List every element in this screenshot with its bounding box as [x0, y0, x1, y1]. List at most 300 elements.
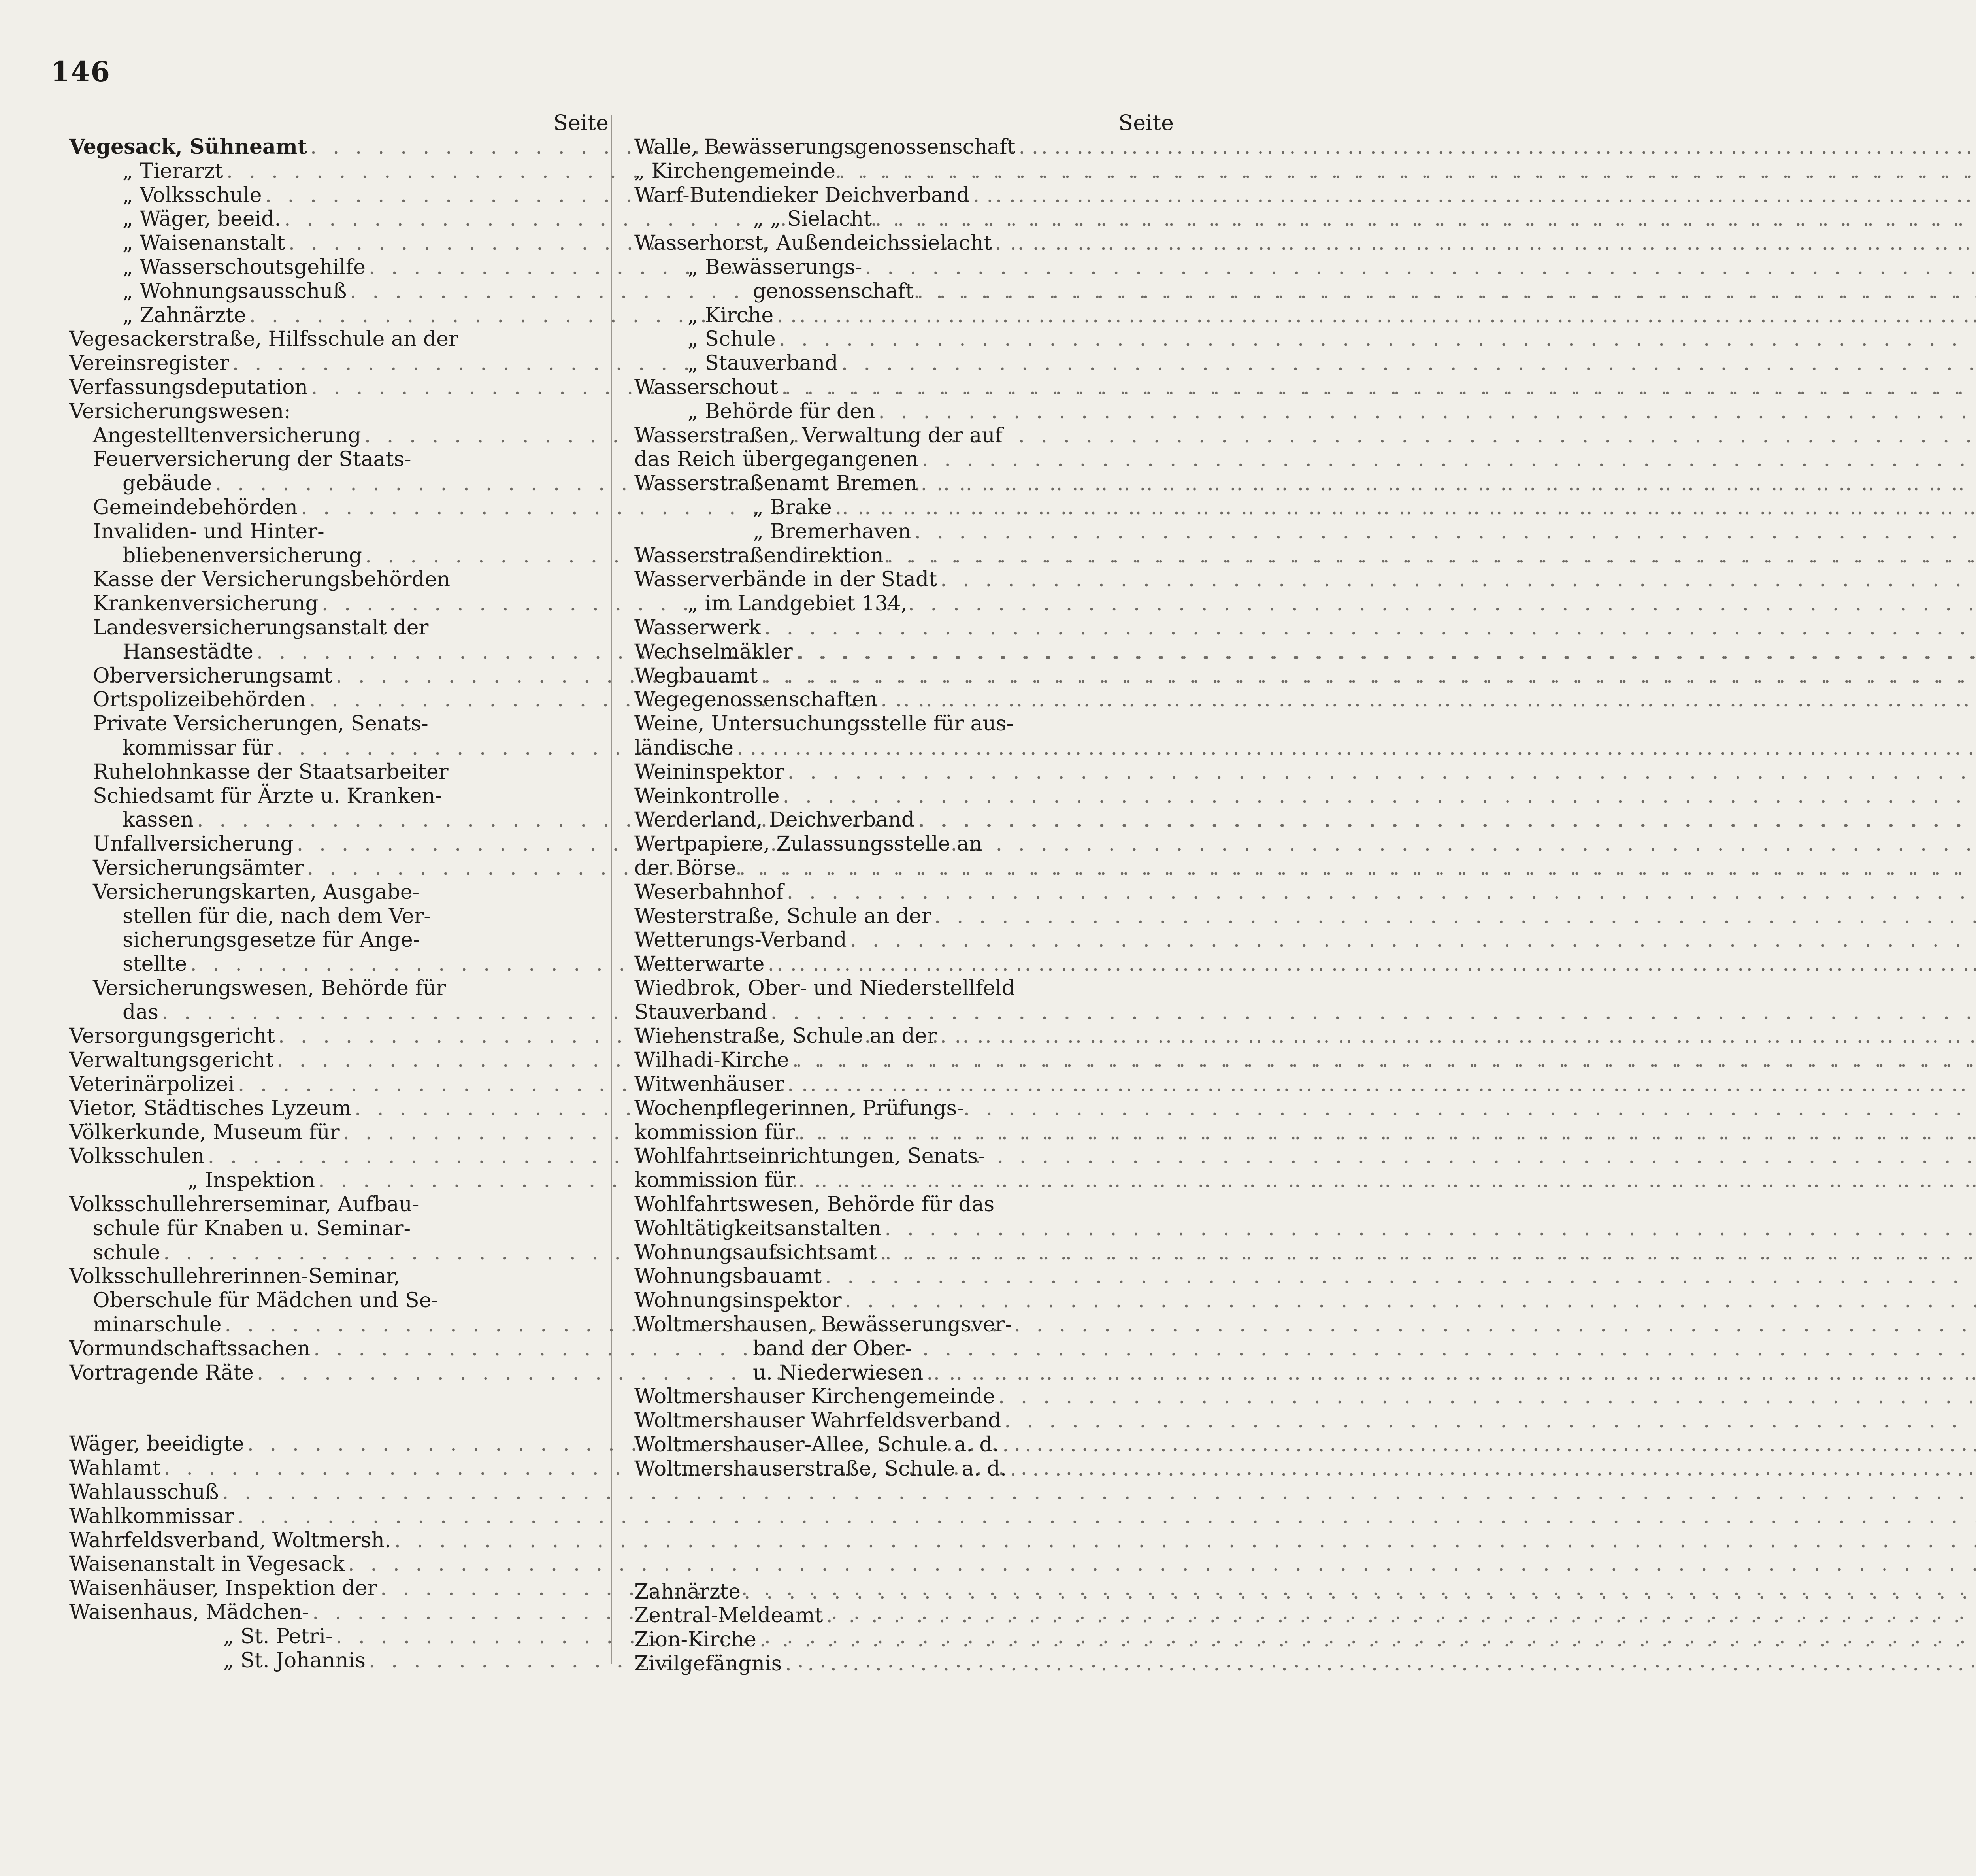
entry-term: „ Behörde für den [688, 399, 875, 423]
entry-term: gebäude [123, 472, 212, 496]
dot-leader [877, 1241, 1976, 1265]
index-entry [69, 1504, 609, 1529]
entry-term: Wasserverbände in der Stadt [634, 568, 937, 592]
dot-leader [937, 1024, 1976, 1048]
index-entry [69, 952, 609, 976]
entry-term: Warf-Butendieker Deichverband [634, 183, 970, 207]
index-entry [69, 520, 609, 544]
entry-term: Hansestädte [123, 640, 253, 664]
index-entry [634, 304, 1174, 328]
entry-term: „ St. Johannis [223, 1648, 366, 1672]
entry-term: Private Versicherungen, Senats- [93, 712, 428, 736]
index-entry [634, 616, 1174, 640]
entry-term: „ Bewässerungs- [688, 255, 862, 279]
index-entry [69, 1265, 609, 1289]
index-entry [634, 135, 1174, 159]
entry-term: Weserbahnhof [634, 880, 784, 904]
entry-term: Waisenhäuser, Inspektion der [69, 1576, 377, 1600]
dot-leader [795, 1121, 1976, 1145]
dot-leader [911, 520, 1976, 544]
entry-term: Wahlausschuß [69, 1480, 219, 1504]
index-entry [69, 1289, 609, 1313]
entry-term: Versicherungskarten, Ausgabe- [93, 880, 420, 904]
entry-term: Krankenversicherung [93, 592, 319, 616]
index-entry [69, 904, 609, 929]
index-entry [634, 1024, 1174, 1048]
entry-term: Witwenhäuser [634, 1072, 784, 1097]
index-entry [69, 664, 609, 688]
index-entry [69, 568, 609, 592]
dot-leader [789, 1048, 1976, 1072]
entry-term: Kasse der Versicherungsbehörden [93, 568, 451, 592]
entry-term: „ Tierarzt [123, 159, 223, 183]
index-entry [634, 952, 1174, 976]
index-entry [634, 904, 1174, 929]
index-entry [69, 1337, 609, 1361]
dot-leader [784, 760, 1976, 784]
index-entry [69, 544, 609, 568]
entry-term: stellte [123, 952, 187, 976]
dot-leader [764, 952, 1976, 976]
entry-term: Werderland, Deichverband [634, 808, 915, 832]
index-entry [69, 640, 609, 664]
index-entry [634, 544, 1174, 568]
index-entry [634, 1604, 1174, 1628]
entry-term: Volksschulen [69, 1144, 205, 1168]
dot-leader [823, 1604, 1976, 1628]
index-entry [634, 1580, 1174, 1604]
index-entry [634, 1409, 1174, 1433]
entry-term: Wohlfahrtseinrichtungen, Senats- [634, 1144, 985, 1168]
entry-term: „ Schule [688, 327, 776, 351]
index-entry [634, 1289, 1174, 1313]
entry-term: Wahrfeldsverband, Woltmersh. [69, 1528, 391, 1552]
entry-term: Woltmershauser Wahrfeldsverband [634, 1409, 1001, 1433]
index-entry [69, 1552, 609, 1576]
section-gap [634, 1481, 1174, 1580]
entry-term: ländische [634, 736, 734, 760]
entry-term: Wohnungsinspektor [634, 1289, 842, 1313]
entry-term: „ Stauverband [688, 351, 838, 376]
index-entry [69, 1576, 609, 1600]
dot-leader [923, 1361, 1976, 1385]
dot-leader [931, 904, 1976, 929]
index-entry [69, 880, 609, 904]
entry-term: Gemeindebehörden [93, 495, 298, 519]
entry-term: Stauverband [634, 1000, 768, 1024]
index-entry [69, 1529, 609, 1553]
page-number: 146 [51, 55, 111, 88]
entry-term: der Börse [634, 856, 736, 880]
entry-term: Vegesackerstraße, Hilfsschule an der [69, 327, 458, 351]
index-entry [634, 400, 1174, 424]
index-entry [634, 1313, 1174, 1337]
index-entry [634, 327, 1174, 351]
index-entry [69, 616, 609, 640]
dot-leader [875, 400, 1976, 424]
entry-term: sicherungsgesetze für Ange- [123, 928, 420, 952]
index-column-left [69, 111, 609, 1672]
entry-term: kommission für [634, 1168, 795, 1193]
dot-leader [835, 159, 1976, 183]
index-entry [634, 1121, 1174, 1145]
index-entry [69, 255, 609, 279]
entry-term: bliebenenversicherung [123, 544, 362, 568]
entry-term: „ Kirche [688, 303, 774, 327]
dot-leader [822, 1265, 1976, 1289]
entry-term: Volksschullehrerseminar, Aufbau- [69, 1193, 419, 1217]
index-entry [634, 1168, 1174, 1193]
entry-term: Woltmershauser Kirchengemeinde [634, 1385, 995, 1409]
entry-term: Wiedbrok, Ober- und Niederstellfeld [634, 976, 1015, 1000]
dot-leader [773, 304, 1976, 328]
index-entry [69, 1241, 609, 1265]
index-entry [634, 712, 1174, 736]
entry-term: Wetterwarte [634, 952, 765, 976]
index-entry [634, 976, 1174, 1000]
entry-term: Wohltätigkeitsanstalten [634, 1216, 882, 1240]
index-entry [634, 784, 1174, 808]
index-entry [69, 159, 609, 183]
index-entry [634, 880, 1174, 904]
dot-leader [795, 1168, 1976, 1193]
index-entry [634, 1072, 1174, 1097]
index-entry [69, 207, 609, 231]
index-entry [634, 688, 1174, 712]
index-entry [634, 1217, 1174, 1241]
entry-term: Vegesack, Sühneamt [69, 135, 307, 159]
entry-term: Wahlkommissar [69, 1504, 234, 1528]
entry-term: Versicherungswesen, Behörde für [93, 976, 446, 1000]
entry-term: Versicherungsämter [93, 856, 304, 880]
entry-term: „ St. Petri- [223, 1624, 333, 1648]
index-entry [634, 736, 1174, 760]
index-entry [69, 688, 609, 712]
entry-term: stellen für die, nach dem Ver- [123, 904, 431, 928]
dot-leader [914, 808, 1976, 832]
index-entry [634, 496, 1174, 520]
dot-leader [782, 1652, 1976, 1676]
entry-term: Woltmershauser-Allee, Schule a. d. [634, 1433, 999, 1457]
index-entry [634, 592, 1174, 616]
index-entry [69, 1048, 609, 1072]
entry-term: Landesversicherungsanstalt der [93, 615, 429, 640]
entry-term: „ Wäger, beeid. [123, 207, 281, 231]
entry-term: „ Wohnungsausschuß [123, 279, 347, 303]
dot-leader [842, 1289, 1976, 1313]
index-entry [634, 1457, 1174, 1481]
dot-leader [872, 207, 1976, 231]
index-entry [634, 1433, 1174, 1457]
index-entry [634, 255, 1174, 279]
entry-term: Wegbauamt [634, 664, 758, 688]
entry-term: Ruhelohnkasse der Staatsarbeiter [93, 760, 449, 784]
index-entry [69, 327, 609, 351]
dot-leader [918, 447, 1976, 472]
index-entry [69, 1168, 609, 1193]
index-entry [634, 424, 1174, 448]
index-entry [69, 424, 609, 448]
index-entry [69, 447, 609, 472]
index-entry [69, 1000, 609, 1025]
dot-leader [758, 664, 1976, 688]
entry-term: Wochenpflegerinnen, Prüfungs- [634, 1096, 964, 1120]
dot-leader [1001, 1409, 1976, 1433]
entry-term: minarschule [93, 1313, 222, 1337]
index-entry [69, 1361, 609, 1385]
index-entry [69, 1217, 609, 1241]
index-entry [69, 856, 609, 880]
entry-term: Woltmershauserstraße, Schule a. d. [634, 1457, 1007, 1481]
index-entry [634, 1241, 1174, 1265]
dot-leader [914, 279, 1976, 304]
index-entry [634, 760, 1174, 784]
index-entry [634, 159, 1174, 183]
dot-leader [838, 351, 1976, 376]
entry-term: Volksschullehrerinnen-Seminar, [69, 1265, 400, 1289]
index-entry [634, 231, 1174, 255]
entry-term: Invaliden- und Hinter- [93, 519, 324, 544]
entry-term: Zion-Kirche [634, 1628, 756, 1652]
index-entries-left [69, 135, 609, 1672]
index-entry [634, 808, 1174, 832]
entry-term: Zentral-Meldeamt [634, 1604, 823, 1628]
column-header-left: Seite [553, 110, 609, 135]
entry-term: Vormundschaftssachen [69, 1336, 311, 1361]
index-entry [69, 1144, 609, 1168]
entry-term: Verwaltungsgericht [69, 1048, 274, 1072]
entry-term: Wasserstraßendirektion [634, 544, 884, 568]
entry-term: Wasserschout [634, 375, 778, 399]
entry-term: „ im Landgebiet 134, [688, 592, 908, 616]
index-entry [69, 135, 609, 159]
index-entry [69, 784, 609, 808]
index-entries-right [634, 135, 1174, 1676]
index-entry [69, 1600, 609, 1625]
entry-term: Wohnungsaufsichtsamt [634, 1240, 877, 1265]
index-entry [69, 183, 609, 208]
entry-term: Versorgungsgericht [69, 1024, 275, 1048]
entry-term: „ Zahnärzte [123, 303, 246, 327]
entry-term: Versicherungswesen: [69, 399, 291, 423]
entry-term: Weine, Untersuchungsstelle für aus- [634, 712, 1014, 736]
index-entry [69, 1313, 609, 1337]
entry-term: Wechselmäkler [634, 640, 793, 664]
section-gap [69, 1385, 609, 1432]
index-entry [634, 1628, 1174, 1652]
entry-term: „ „ Sielacht [753, 207, 872, 231]
entry-term: Ortspolizeibehörden [93, 688, 306, 712]
index-entry [634, 447, 1174, 472]
entry-term: kassen [123, 808, 194, 832]
entry-term: Schiedsamt für Ärzte u. Kranken- [93, 784, 442, 808]
index-entry [69, 231, 609, 255]
entry-term: Waisenanstalt in Vegesack [69, 1552, 345, 1576]
entry-term: kommission für [634, 1120, 795, 1144]
entry-term: Wilhadi-Kirche [634, 1048, 789, 1072]
index-entry [634, 183, 1174, 208]
entry-term: Zahnärzte [634, 1580, 741, 1604]
dot-leader [992, 231, 1976, 255]
index-entry [634, 376, 1174, 400]
entry-term: Unfallversicherung [93, 832, 294, 856]
entry-term: Völkerkunde, Museum für [69, 1120, 340, 1144]
entry-term: „ Wasserschoutsgehilfe [123, 255, 366, 279]
entry-term: „ Volksschule [123, 183, 262, 207]
entry-term: Wiehenstraße, Schule an der [634, 1024, 937, 1048]
index-entry [634, 640, 1174, 664]
entry-term: Woltmershausen, Bewässerungsver- [634, 1313, 1012, 1337]
index-entry [69, 376, 609, 400]
entry-term: Verfassungsdeputation [69, 375, 308, 399]
index-entry [69, 1193, 609, 1217]
entry-term: Wertpapiere, Zulassungsstelle an [634, 832, 982, 856]
index-entry [634, 472, 1174, 496]
entry-term: „ Kirchengemeinde [634, 159, 836, 183]
entry-term: Angestelltenversicherung [93, 423, 361, 447]
entry-term: Weinkontrolle [634, 784, 780, 808]
index-entry [69, 760, 609, 784]
index-entry [634, 1048, 1174, 1072]
dot-leader [767, 1000, 1976, 1025]
index-entry [69, 1480, 609, 1504]
entry-term: Wasserstraßen, Verwaltung der auf [634, 423, 1003, 447]
dot-leader [1007, 1457, 1976, 1481]
index-entry [634, 1193, 1174, 1217]
index-entry [69, 808, 609, 832]
entry-term: Feuerversicherung der Staats- [93, 447, 411, 472]
dot-leader [784, 1072, 1976, 1097]
entry-term: Vietor, Städtisches Lyzeum [69, 1096, 352, 1120]
dot-leader [778, 376, 1976, 400]
entry-term: Wäger, beeidigte [69, 1432, 244, 1456]
index-entry [69, 279, 609, 304]
dot-leader [1015, 135, 1976, 159]
entry-term: das [123, 1000, 158, 1024]
entry-term: band der Ober- [753, 1336, 912, 1361]
dot-leader [877, 688, 1976, 712]
index-entry [634, 520, 1174, 544]
index-entry [634, 928, 1174, 952]
index-entry [634, 1144, 1174, 1168]
dot-leader [756, 1628, 1976, 1652]
index-entry [69, 1649, 609, 1673]
dot-leader [780, 784, 1976, 808]
index-entry [69, 1072, 609, 1097]
dot-leader [736, 856, 1976, 880]
index-entry [634, 856, 1174, 880]
entry-term: kommissar für [123, 736, 273, 760]
entry-term: Wahlamt [69, 1456, 161, 1480]
index-entry [69, 976, 609, 1000]
entry-term: Wohlfahrtswesen, Behörde für das [634, 1193, 995, 1217]
dot-leader [793, 640, 1976, 664]
index-entry [69, 712, 609, 736]
entry-term: das Reich übergegangenen [634, 447, 919, 472]
dot-leader [832, 496, 1976, 520]
index-entry [634, 1265, 1174, 1289]
index-entry [69, 1432, 609, 1456]
dot-leader [741, 1580, 1976, 1604]
index-entry [634, 832, 1174, 856]
entry-term: Wegegenossenschaften [634, 688, 878, 712]
index-entry [69, 400, 609, 424]
index-entry [69, 1625, 609, 1649]
index-entry [634, 207, 1174, 231]
entry-term: u. Niederwiesen [753, 1361, 924, 1385]
index-entry [634, 351, 1174, 376]
index-entry [634, 568, 1174, 592]
entry-term: „ Waisenanstalt [123, 231, 285, 255]
entry-term: Wasserhorst, Außendeichssielacht [634, 231, 992, 255]
index-entry [69, 928, 609, 952]
dot-leader [761, 616, 1976, 640]
entry-term: Wohnungsbauamt [634, 1265, 822, 1289]
entry-term: Veterinärpolizei [69, 1072, 235, 1097]
column-divider [611, 115, 612, 1664]
dot-leader [881, 1217, 1976, 1241]
index-entry [69, 1097, 609, 1121]
entry-term: „ Brake [753, 495, 832, 519]
index-entry [634, 1652, 1174, 1676]
entry-term: Walle, Bewässerungsgenossenschaft [634, 135, 1016, 159]
index-entry [69, 1024, 609, 1048]
index-entry [69, 592, 609, 616]
entry-term: Vortragende Räte [69, 1361, 254, 1385]
index-entry [69, 832, 609, 856]
dot-leader [937, 568, 1976, 592]
index-entry [634, 664, 1174, 688]
dot-leader [847, 928, 1976, 952]
dot-leader [784, 880, 1976, 904]
dot-leader [733, 736, 1976, 760]
entry-term: Wetterungs-Verband [634, 928, 847, 952]
entry-term: „ Bremerhaven [753, 519, 911, 544]
index-entry [634, 279, 1174, 304]
index-entry [634, 1361, 1174, 1385]
index-entry [69, 1456, 609, 1480]
index-entry [69, 472, 609, 496]
index-entry [69, 1121, 609, 1145]
entry-term: Wasserstraßenamt Bremen [634, 472, 918, 496]
entry-term: Westerstraße, Schule an der [634, 904, 931, 928]
index-entry [634, 1385, 1174, 1409]
dot-leader [776, 327, 1976, 351]
entry-term: Oberversicherungsamt [93, 664, 333, 688]
index-entry [69, 351, 609, 376]
index-column-right [634, 111, 1174, 1676]
dot-leader [995, 1385, 1976, 1409]
entry-term: Zivilgefängnis [634, 1652, 782, 1676]
index-entry [634, 1337, 1174, 1361]
entry-term: schule für Knaben u. Seminar- [93, 1216, 411, 1240]
entry-term: Weininspektor [634, 760, 784, 784]
entry-term: Wasserwerk [634, 615, 761, 640]
dot-leader [970, 183, 1976, 208]
entry-term: schule [93, 1240, 160, 1265]
dot-leader [884, 544, 1976, 568]
entry-term: Oberschule für Mädchen und Se- [93, 1289, 439, 1313]
index-entry [634, 1097, 1174, 1121]
entry-term: Vereinsregister [69, 351, 229, 376]
entry-term: Waisenhaus, Mädchen- [69, 1600, 309, 1625]
dot-leader [999, 1433, 1976, 1457]
index-entry [69, 736, 609, 760]
entry-term: genossenschaft [753, 279, 914, 303]
index-entry [69, 304, 609, 328]
column-header-right: Seite [1118, 110, 1174, 135]
dot-leader [391, 1529, 1976, 1553]
